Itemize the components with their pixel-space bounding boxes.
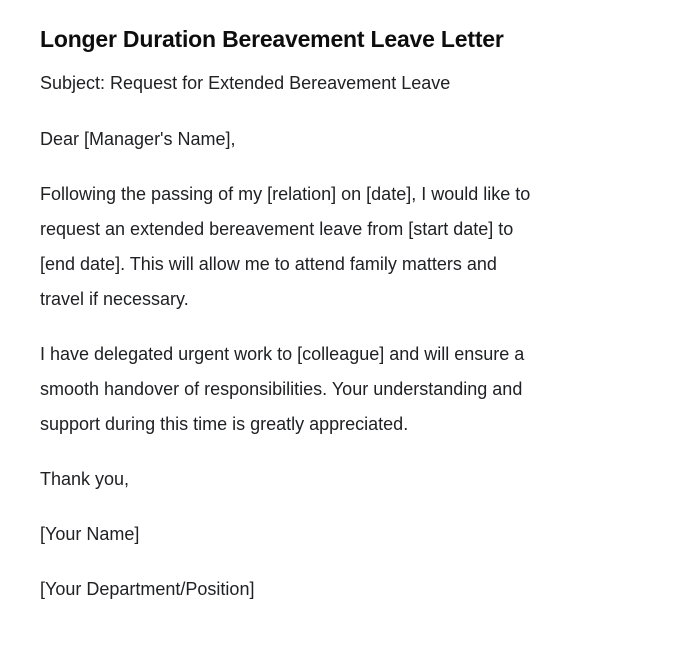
paragraph-line: Following the passing of my [relation] on [date], I would like to	[40, 184, 531, 204]
paragraph-line: support during this time is greatly appreciated.	[40, 414, 409, 434]
signature-position: [Your Department/Position]	[40, 579, 255, 599]
paragraph-request	[40, 177, 660, 317]
subject-line: Subject: Request for Extended Bereavement Leave	[40, 73, 451, 93]
paragraph-line: [end date]. This will allow me to attend family matters and	[40, 254, 497, 274]
paragraph-line: smooth handover of responsibilities. Your understanding and	[40, 379, 523, 399]
closing-line: Thank you,	[40, 469, 130, 489]
paragraph-handover	[40, 337, 660, 442]
signature-name: [Your Name]	[40, 524, 140, 544]
page-title: Longer Duration Bereavement Leave Letter	[40, 26, 504, 52]
paragraph-line: I have delegated urgent work to [colleague] and will ensure a	[40, 344, 525, 364]
paragraph-line: request an extended bereavement leave from [start date] to	[40, 219, 514, 239]
greeting-line: Dear [Manager's Name],	[40, 129, 236, 149]
paragraph-line: travel if necessary.	[40, 289, 189, 309]
